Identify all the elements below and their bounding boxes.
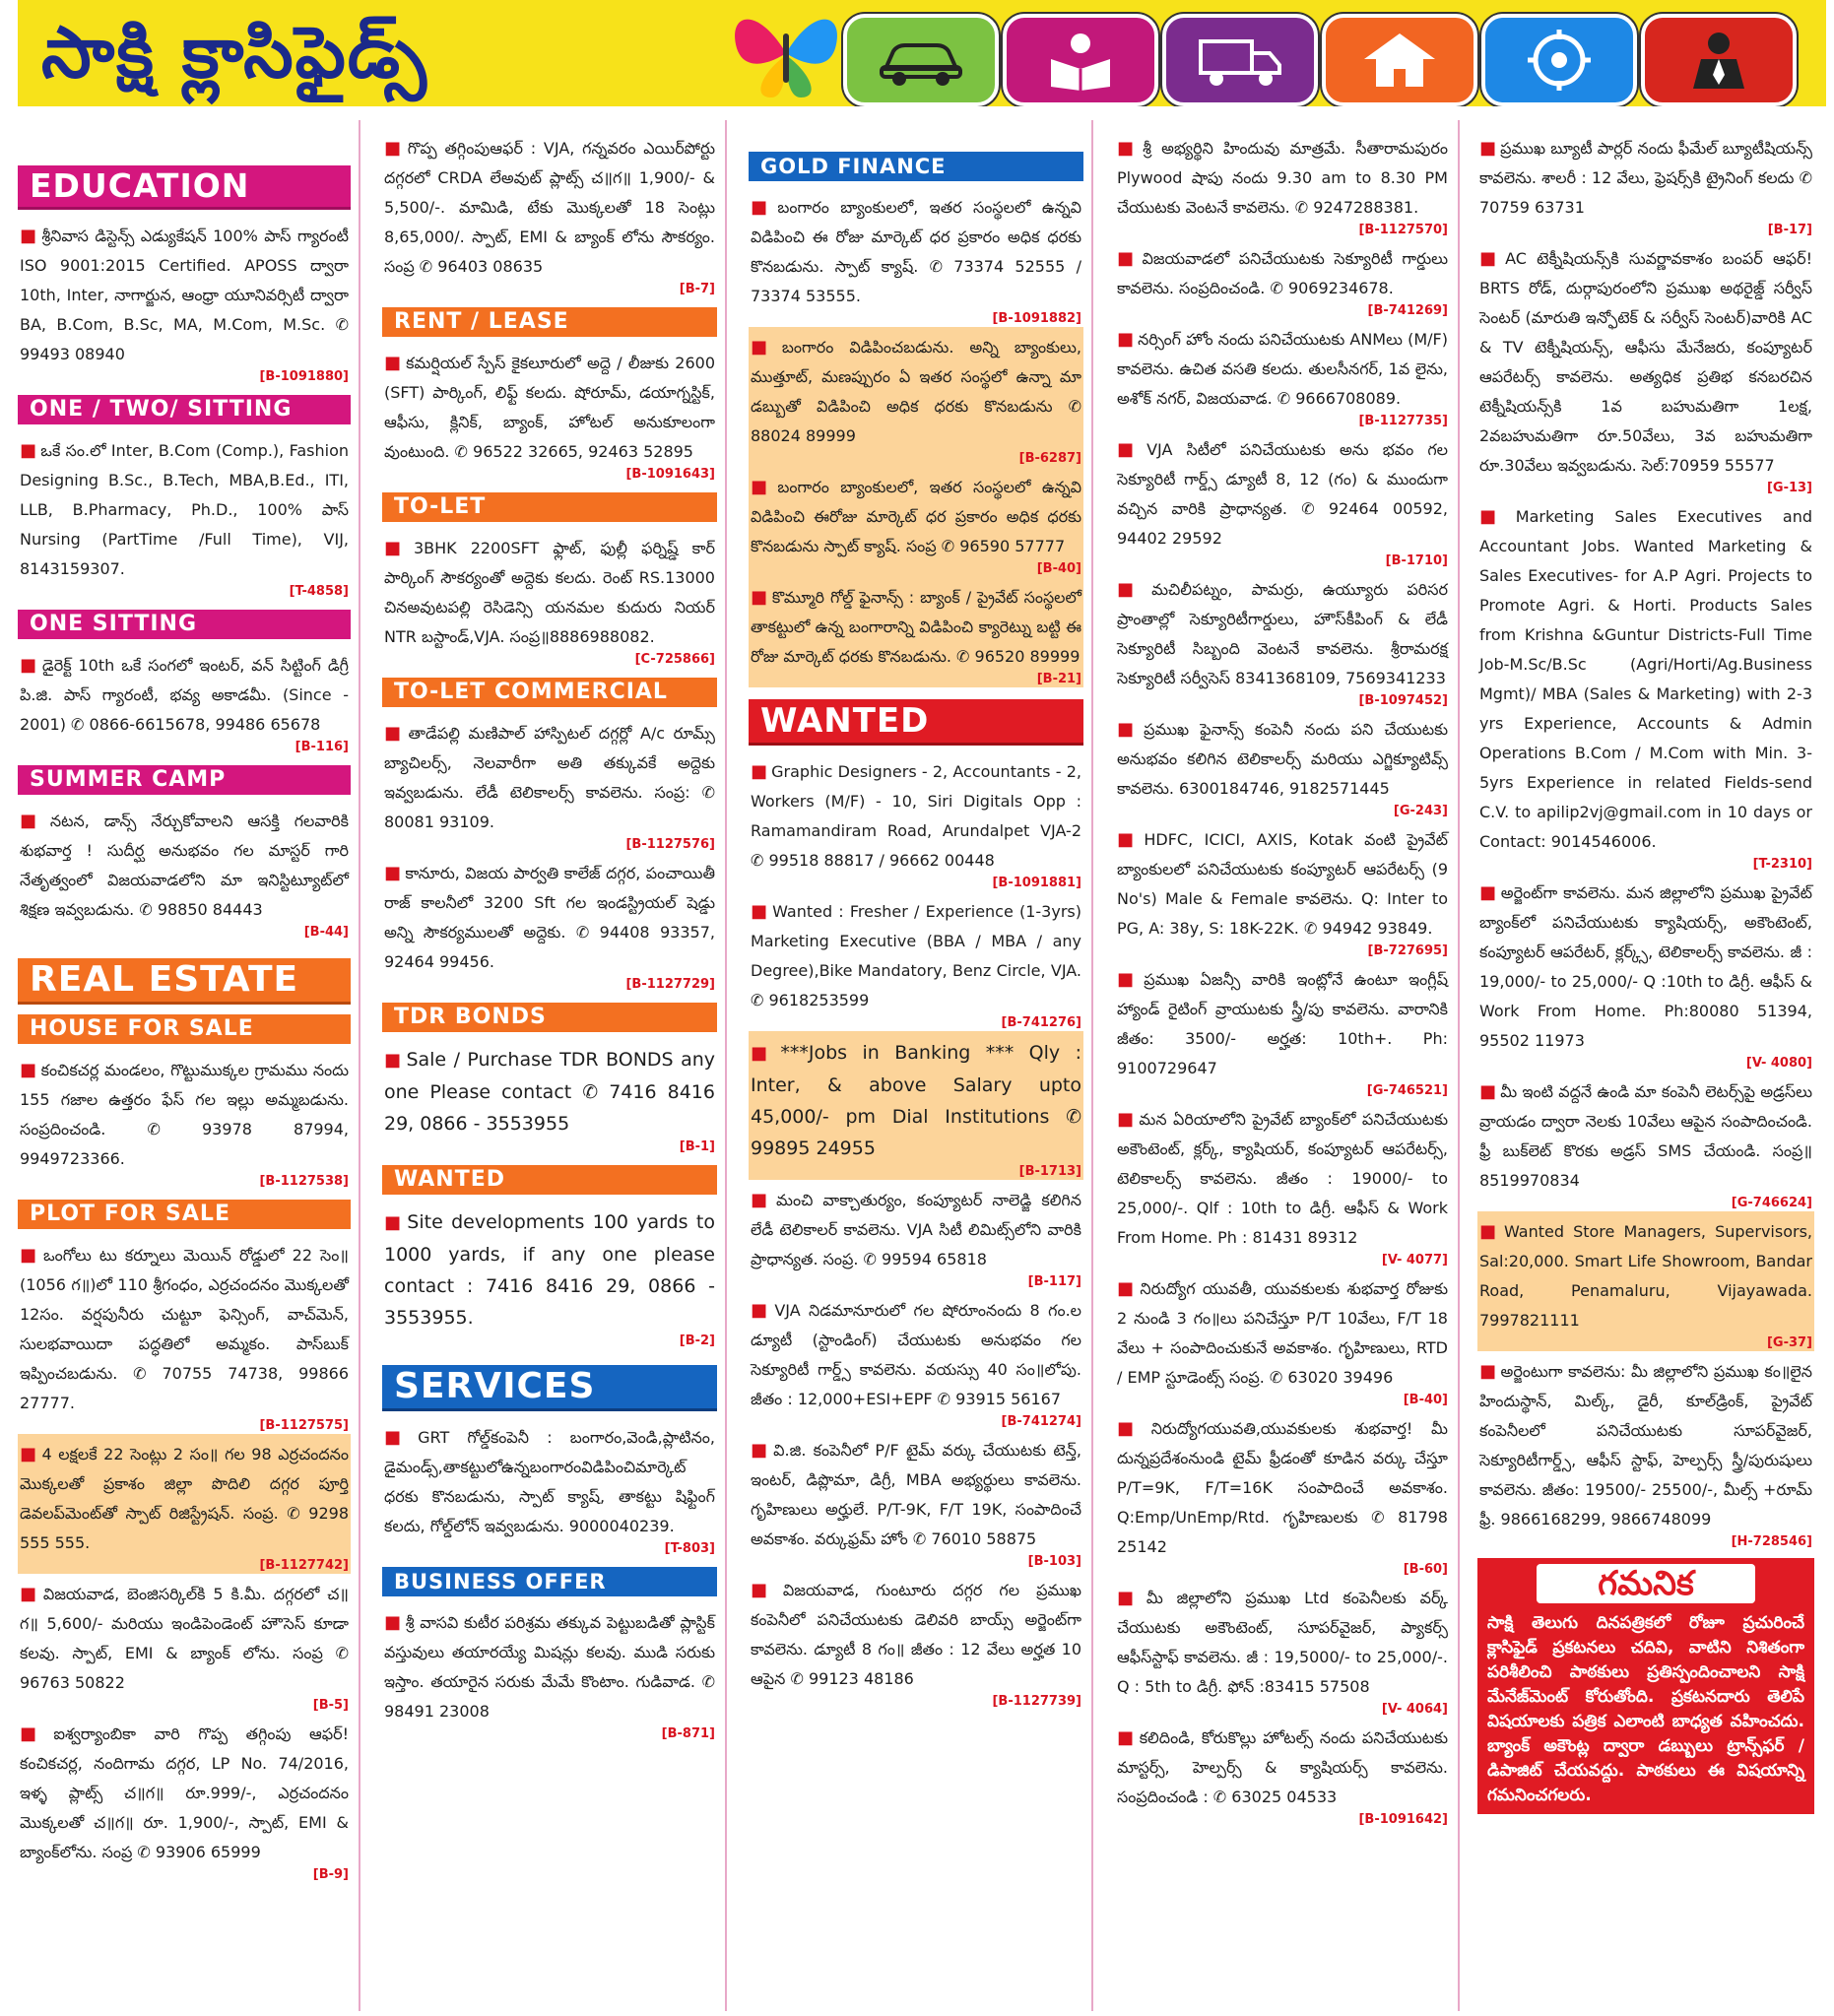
classified-ad: ■ Marketing Sales Executives and Accountant Jobs. Wanted Marketing & Sales Executives- for A.P Agri. Projects to Promote Agri. & Horti. Products Sales from Krishna &Guntur Districts-Full Time Job-M.Sc/B.Sc (Agri/Horti/Ag.Business Mgmt)/ MBA (Sales & Marketing) with 2-3 yrs Experience, Accounts & Admin Operations B.Com / M.Com with Min. 3-5yrs Experience in related Fields-send C.V. to apilip2vj@gmail.com in 10 days or Contact: 9014546006. [T-2310] <box>1479 506 1812 872</box>
classified-ad: ■ వి.జి. కంపెనీలో P/F టైమ్ వర్కు చేయుటకు టెన్త్, ఇంటర్, డిప్లొమా, డిగ్రీ, MBA అభ్యర్థులు కావలెను. గృహిణులు అర్హులే. P/T-9K, F/T 19K, సంపాదించే అవకాశం. వర్కుఫ్రమ్ హోం ✆ 76010 58875 [B-103] <box>751 1440 1081 1569</box>
business-offer-heading: BUSINESS OFFER <box>382 1567 717 1596</box>
ad-text: విజయవాడ, బెంజిసర్కిల్‌కి 5 కి.మీ. దగ్గరలో చ॥గ॥ 5,600/- మరియు ఇండిపెండెంట్ హౌసెస్ కూడా కలవు. స్పాట్, EMI & బ్యాంక్ లోను. సంప్ర ✆ 96763 50822 <box>20 1585 349 1692</box>
ad-text: శ్రీ అభ్యర్థిని హిందువు మాత్రమే. సీతారామపురం Plywood షాపు నందు 9.30 am to 8.30 PM చేయుటకు వెంటనే కావలెను. ✆ 9247288381. <box>1117 139 1448 217</box>
rent-lease-heading: RENT / LEASE <box>382 307 717 337</box>
ad-text: ప్రముఖ ఏజన్సీ వారికి ఇంట్లోనే ఉంటూ ఇంగ్లీష్ హ్యాండ్ రైటింగ్ వ్రాయుటకు స్త్రీ/పు కావలెను. వారానికి జీతం: 3500/- అర్హత: 10th+. Ph: 9100729647 <box>1117 970 1448 1077</box>
ad-code: [G-746521] <box>1366 1083 1448 1098</box>
ad-code: [T-4858] <box>289 584 349 599</box>
ad-code: [B-727695] <box>1367 943 1448 958</box>
classified-ad: ■ HDFC, ICICI, AXIS, Kotak వంటి ప్రైవేట్ బ్యాంకులలో పనిచేయుటకు కంప్యూటర్ ఆపరేటర్స్ (9 No's) Male & Female కావలెను. Q: Inter to PG, A: 38y, S: 18K-22K. ✆ 94942 93849. [B-727695] <box>1117 829 1448 958</box>
classified-ad: ■ తాడేపల్లి మణిపాల్ హాస్పిటల్ దగ్గర్లో A/c రూమ్స్ బ్యాచిలర్స్, నెలవారీగా అతి తక్కువకే అద్దెకు ఇవ్వబడును. లేడీ టెలికాలర్స్ కావలెను. సంప్ర: ✆ 80081 93109. [B-1127576] <box>384 723 715 852</box>
ad-text: బంగారం బ్యాంకులలో, ఇతర సంస్థలలో ఉన్నవి విడిపించి ఈరోజు మార్కెట్ ధర ప్రకారం అధిక ధరకు కొనబడును స్పాట్ క్యాష్. సంప్ర ✆ 96590 57777 <box>751 478 1081 555</box>
ad-code: [G-13] <box>1766 481 1812 495</box>
classified-ad: ■ నటన, డాన్స్ నేర్చుకోవాలని ఆసక్తి గలవారికి శుభవార్త ! సుదీర్ఘ అనుభవం గల మాస్టర్ గారి నేతృత్వంలో విజయవాడలోని మా ఇనిస్టిట్యూట్‌లో శిక్షణ ఇవ్వబడును. ✆ 98850 84443 [B-44] <box>20 811 349 940</box>
ad-code: [B-741269] <box>1367 303 1448 318</box>
ad-text: మంచి వాక్చాతుర్యం, కంప్యూటర్ నాలెడ్జి కలిగిన లేడీ టెలికాలర్ కావలెను. VJA సిటీ లిమిట్స్‌లోని వారికి ప్రాధాన్యత. సంప్ర. ✆ 99594 65818 <box>751 1191 1081 1268</box>
classified-ad: ■ ఐశ్వర్యాంబికా వారి గొప్ప తగ్గింపు ఆఫర్! కంచికచర్ల, నందిగామ దగ్గర, LP No. 74/2016, ఇళ్ళ ప్లాట్స్ చ॥గ॥ రూ.999/-, ఎర్రచందనం మొక్కలతో చ॥గ॥ రూ. 1,900/-, స్పాట్, EMI & బ్యాంక్‌లోను. సంప్ర ✆ 93906 65999 [B-9] <box>20 1723 349 1882</box>
to-let-commercial-heading: TO-LET COMMERCIAL <box>382 678 717 707</box>
ad-text: మీ జిల్లాలోని ప్రముఖ Ltd కంపెనీలకు వర్క్ చేయుటకు అకౌంటెంట్, సూపర్‌వైజర్, ప్యాకర్స్ ఆఫీస్‌స్టాఫ్ కావలెను. జీ : 19,5000/- to 25,000/-. Q : 5th to డిగ్రీ. ఫోన్ :83415 57508 <box>1117 1589 1448 1696</box>
column-divider <box>725 120 727 2011</box>
one-two-sitting-heading: ONE / TWO/ SITTING <box>18 395 351 424</box>
ad-text: నటన, డాన్స్ నేర్చుకోవాలని ఆసక్తి గలవారికి శుభవార్త ! సుదీర్ఘ అనుభవం గల మాస్టర్ గారి నేతృత్వంలో విజయవాడలోని మా ఇనిస్టిట్యూట్‌లో శిక్షణ ఇవ్వబడును. ✆ 98850 84443 <box>20 812 349 919</box>
classified-ad: ■ Site developments 100 yards to 1000 yards, if any one please contact : 7416 8416 29, 0866 - 3553955. [B-2] <box>384 1211 715 1348</box>
classified-ad: ■ విజయవాడ, గుంటూరు దగ్గర గల ప్రముఖ కంపెనీలో పనిచేయుటకు డెలివరి బాయ్స్ అర్జెంట్‌గా కావలెను. డ్యూటీ 8 గం॥ జీతం : 12 వేలు అర్హత 10 ఆపైన ✆ 99123 48186 [B-1127739] <box>751 1580 1081 1709</box>
ad-text: బంగారం విడిపించబడును. అన్ని బ్యాంకులు, ముత్తూట్, మణప్పురం ఏ ఇతర సంస్థలో ఉన్నా మా డబ్బుతో విడిపించి అధిక ధరకు కొనబడును ✆ 88024 89999 <box>751 338 1081 445</box>
classified-ad: ■ VJA నిడమానూరులో గల షోరూంనందు 8 గం.ల డ్యూటీ (స్టాండింగ్) చేయుటకు అనుభవం గల సెక్యూరిటీ గార్డ్స్ కావలెను. వయస్సు 40 సం॥లోపు. జీతం : 12,000+ESI+EPF ✆ 93915 56167 [B-741274] <box>751 1300 1081 1429</box>
ad-code: [B-1091881] <box>992 876 1081 890</box>
to-let-heading: TO-LET <box>382 492 717 522</box>
ad-text: VJA నిడమానూరులో గల షోరూంనందు 8 గం.ల డ్యూటీ (స్టాండింగ్) చేయుటకు అనుభవం గల సెక్యూరిటీ గార్డ్స్ కావలెను. వయస్సు 40 సం॥లోపు. జీతం : 12,000+ESI+EPF ✆ 93915 56167 <box>751 1301 1081 1408</box>
ad-text: గొప్ప తగ్గింపుఆఫర్ : VJA, గన్నవరం ఎయిర్‌పోర్టు దగ్గరలో CRDA లేఅవుట్ ప్లాట్స్ చ॥గ॥ 1,900/- & 5,500/-. మామిడి, టేకు మొక్కలతో 18 సెంట్లు 8,65,000/. స్పాట్, EMI & బ్యాంక్ లోను సౌకర్యం. సంప్ర ✆ 96403 08635 <box>384 139 715 276</box>
column-divider <box>359 120 360 2011</box>
column-3 <box>749 110 1083 2016</box>
education-heading: EDUCATION <box>18 165 351 210</box>
ad-text: అర్జెంట్‌గా కావలెను. మన జిల్లాలోని ప్రముఖ ప్రైవేట్ బ్యాంక్‌లో పనిచేయుటకు క్యాషియర్స్, అకౌంటెంట్, కంప్యూటర్ ఆపరేటర్, క్లర్క్స్, టెలికాలర్స్ కావలెను. జీ : 19,000/- to 25,000/- Q :10th to డిగ్రీ. ఆఫీస్ & Work From Home. Ph:80080 51394, 95502 11973 <box>1479 883 1812 1050</box>
classified-ad: ■ ప్రముఖ ఫైనాన్స్ కంపెనీ నందు పని చేయుటకు అనుభవం కలిగిన టెలికాలర్స్ మరియు ఎగ్జిక్యూటివ్స్ కావలెను. 6300184746, 9182571445 [G-243] <box>1117 719 1448 818</box>
ad-text: విజయవాడ, గుంటూరు దగ్గర గల ప్రముఖ కంపెనీలో పనిచేయుటకు డెలివరి బాయ్స్ అర్జెంట్‌గా కావలెను. డ్యూటీ 8 గం॥ జీతం : 12 వేలు అర్హత 10 ఆపైన ✆ 99123 48186 <box>751 1581 1081 1688</box>
ad-code: [B-1127538] <box>259 1174 349 1189</box>
ad-text: Wanted Store Managers, Supervisors, Sal:20,000. Smart Life Showroom, Bandar Road, Penamaluru, Vijayawada. 7997821111 <box>1479 1222 1812 1330</box>
ad-text: శ్రీ వాసవి కుటీర పరిశ్రమ తక్కువ పెట్టుబడితో ప్లాస్టిక్ వస్తువులు తయారయ్యే మిషన్లు కలవు. ముడి సరుకు ఇస్తాం. తయారైన సరుకు మేమే కొంటాం. గుడివాడ. ✆ 98491 23008 <box>384 1613 715 1721</box>
classified-ad: ■ అర్జెంటుగా కావలెను: మీ జిల్లాలోని ప్రముఖ కం॥లైన హిందుస్థాన్, మిల్క్, డైరీ, కూల్‌డ్రింక్, ప్రైవేట్ కంపెనీలలో పనిచేయుటకు సూపర్‌వైజర్, సెక్యూరిటీగార్డ్స్, ఆఫీస్ స్టాఫ్, హెల్పర్స్ స్త్రీ/పురుషులు కావలెను. జీతం: 19500/- 25500/-, మీల్స్ +రూమ్ ఫ్రీ. 9866168299, 9866748099 [H-728546] <box>1479 1361 1812 1549</box>
ad-text: 4 లక్షలకే 22 సెంట్లు 2 సం॥ గల 98 ఎర్రచందనం మొక్కలతో ప్రకాశం జిల్లా పొదిలి దగ్గర పూర్తి డెవలప్‌మెంట్‌తో స్పాట్ రిజిస్ట్రేషన్. సంప్ర. ✆ 9298 555 555. <box>20 1445 349 1552</box>
ad-text: AC టెక్నీషియన్స్‌కి సువర్ణావకాశం బంపర్ ఆఫర్! BRTS రోడ్, దుర్గాపురంలోని ప్రముఖ అథరైజ్డ్ సర్వీస్ సెంటర్ (మారుతి ఇన్ఫోటెక్ & సర్వీస్ సెంటర్)వారికి AC & TV టెక్నీషియన్స్, ఆఫీసు మేనేజరు, కంప్యూటర్ ఆపరేటర్స్ కావలెను. అత్యధిక ప్రతిభ కనబరచిన టెక్నీషియన్స్‌కి 1వ బహుమతిగా 1లక్ష, 2వబహుమతిగా రూ.50వేలు, 3వ బహుమతిగా రూ.30వేలు ఇవ్వబడును. సెల్:70959 55577 <box>1479 249 1812 475</box>
house-icon[interactable] <box>1322 14 1477 106</box>
classified-ad: ■ కమర్షియల్ స్పేస్ కైకలూరులో అద్దె / లీజుకు 2600 (SFT) పార్కింగ్, లిఫ్ట్ కలదు. షోరూమ్, డయాగ్నస్టిక్, ఆఫీసు, క్లినిక్, బ్యాంక్, హోటల్ అనుకూలంగా వుంటుంది. ✆ 96522 32665, 92463 52895 [B-1091643] <box>384 353 715 482</box>
classified-ad: ■ గొప్ప తగ్గింపుఆఫర్ : VJA, గన్నవరం ఎయిర్‌పోర్టు దగ్గరలో CRDA లేఅవుట్ ప్లాట్స్ చ॥గ॥ 1,900/- & 5,500/-. మామిడి, టేకు మొక్కలతో 18 సెంట్లు 8,65,000/. స్పాట్, EMI & బ్యాంక్ లోను సౌకర్యం. సంప్ర ✆ 96403 08635 [B-7] <box>384 138 715 296</box>
ad-code: [B-60] <box>1403 1562 1448 1577</box>
ad-text: కంచికచర్ల మండలం, గొట్టుముక్కల గ్రామము నందు 155 గజాల ఉత్తరం ఫేస్ గల ఇల్లు అమ్మబడును. సంప్రదించండి. ✆ 93978 87994, 9949723366. <box>20 1061 349 1168</box>
ad-text: 3BHK 2200SFT ఫ్లాట్, ఫుల్లీ ఫర్నిష్డ్ కార్ పార్కింగ్ సౌకర్యంతో అద్దెకు కలదు. రెంట్ RS.13000 చినఅవుటపల్లి రెసిడెన్సి యనమల కుదురు నియర్ NTR బస్టాండ్,VJA. సంప్ర॥8886988082. <box>384 539 715 646</box>
reading-icon[interactable] <box>1003 14 1158 106</box>
classified-ad: ■ Wanted : Fresher / Experience (1-3yrs) Marketing Executive (BBA / MBA / any Degree),Bike Mandatory, Benz Circle, VJA. ✆ 9618253599 [B-741276] <box>751 901 1081 1030</box>
ad-code: [V- 4077] <box>1381 1253 1448 1268</box>
ad-code: [B-40] <box>1036 561 1081 576</box>
services-heading: SERVICES <box>382 1365 717 1411</box>
ad-code: [B-40] <box>1403 1393 1448 1407</box>
ad-text: మన ఏరియాలోని ప్రైవేట్ బ్యాంక్‌లో పనిచేయుటకు అకౌంటెంట్, క్లర్క్, క్యాషియర్, కంప్యూటర్ ఆపరేటర్స్, టెలికాలర్స్ కావలెను. జీతం : 19000/- to 25,000/-. Qlf : 10th to డిగ్రీ. ఆఫీస్ & Work From Home. Ph : 81431 89312 <box>1117 1110 1449 1247</box>
ad-text: వి.జి. కంపెనీలో P/F టైమ్ వర్కు చేయుటకు టెన్త్, ఇంటర్, డిప్లొమా, డిగ్రీ, MBA అభ్యర్థులు కావలెను. గృహిణులు అర్హులే. P/T-9K, F/T 19K, సంపాదించే అవకాశం. వర్కుఫ్రమ్ హోం ✆ 76010 58875 <box>751 1441 1081 1548</box>
ad-code: [G-37] <box>1766 1335 1812 1350</box>
classified-ad: ■ Graphic Designers - 2, Accountants - 2, Workers (M/F) - 10, Siri Digitals Opp : Ramamandiram Road, Arundalpet VJA-2 ✆ 99518 88817 / 96662 00448 [B-1091881] <box>751 761 1081 890</box>
ad-code: [G-243] <box>1393 804 1448 818</box>
notice-title: గమనిక <box>1537 1564 1755 1603</box>
wanted-heading: WANTED <box>382 1165 717 1195</box>
classified-ad: ■ నర్సింగ్ హోం నందు పనిచేయుటకు ANMలు (M/F) కావలెను. ఉచిత వసతి కలదు. తులసీనగర్, 1వ లైను, అశోక్ నగర్, విజయవాడ. ✆ 9666708089. [B-1127735] <box>1117 329 1448 428</box>
ad-text: విజయవాడలో పనిచేయుటకు సెక్యూరిటీ గార్డులు కావలెను. సంప్రదించండి. ✆ 9069234678. <box>1117 249 1448 297</box>
ad-code: [B-1127742] <box>259 1558 349 1573</box>
classified-ad: ■ కానూరు, విజయ పార్వతి కాలేజ్ దగ్గర, పంచాయితీ రాజ్ కాలనీలో 3200 Sft గల ఇండస్ట్రియల్ షెడ్డు అన్ని సౌకర్యములతో అద్దెకు. ✆ 94408 93357, 92464 99456. [B-1127729] <box>384 863 715 992</box>
ad-text: కొమ్మూరి గోల్డ్ ఫైనాన్స్ : బ్యాంక్ / ప్రైవేట్ సంస్థలలో తాకట్టులో ఉన్న బంగారాన్ని విడిపించి క్యారెట్ను బట్టి ఈ రోజు మార్కెట్ ధరకు కొనబడును. ✆ 96520 89999 <box>751 588 1081 666</box>
ad-code: [B-117] <box>1027 1274 1081 1289</box>
ad-text: కమర్షియల్ స్పేస్ కైకలూరులో అద్దె / లీజుకు 2600 (SFT) పార్కింగ్, లిఫ్ట్ కలదు. షోరూమ్, డయాగ్నస్టిక్, ఆఫీసు, క్లినిక్, బ్యాంక్, హోటల్ అనుకూలంగా వుంటుంది. ✆ 96522 32665, 92463 52895 <box>384 354 715 461</box>
ad-code: [B-1091642] <box>1358 1812 1448 1827</box>
ad-text: తాడేపల్లి మణిపాల్ హాస్పిటల్ దగ్గర్లో A/c రూమ్స్ బ్యాచిలర్స్, నెలవారీగా అతి తక్కువకే అద్దెకు ఇవ్వబడును. లేడీ టెలికాలర్స్ కావలెను. సంప్ర: ✆ 80081 93109. <box>384 724 715 831</box>
truck-icon[interactable] <box>1162 14 1318 106</box>
services-icon[interactable] <box>1481 14 1637 106</box>
ad-code: [B-1091882] <box>992 311 1081 326</box>
ad-code: [B-1127570] <box>1358 223 1448 237</box>
ad-code: [B-44] <box>303 925 349 940</box>
classified-ad: ■ ***Jobs in Banking *** Qly : Inter, & above Salary upto 45,000/- pm Dial Institutions ✆ 99895 24955 [B-1713] <box>749 1031 1083 1180</box>
ad-code: [B-1127575] <box>259 1418 349 1433</box>
classified-ad: ■ విజయవాడ, బెంజిసర్కిల్‌కి 5 కి.మీ. దగ్గరలో చ॥గ॥ 5,600/- మరియు ఇండిపెండెంట్ హౌసెస్ కూడా కలవు. స్పాట్, EMI & బ్యాంక్ లోను. సంప్ర ✆ 96763 50822 [B-5] <box>20 1584 349 1713</box>
ad-text: Site developments 100 yards to 1000 yards, if any one please contact : 7416 8416 29, 0866 - 3553955. <box>384 1211 715 1329</box>
ad-code: [B-17] <box>1767 223 1812 237</box>
ad-code: [B-1097452] <box>1358 693 1448 708</box>
classified-ad: ■ ఒంగోలు టు కర్నూలు మెయిన్ రోడ్డులో 22 సెం॥ (1056 గ॥)లో 110 శ్రీగంధం, ఎర్రచందనం మొక్కలతో 12సం. వర్షపునీరు చుట్టూ ఫెన్సింగ్, వాచ్‌మెన్, సులభవాయిదా పద్ధతిలో అమ్మకం. పాస్‌బుక్ ఇప్పించబడును. ✆ 70755 74738, 99866 27777. [B-1127575] <box>20 1245 349 1433</box>
ad-code: [B-21] <box>1036 672 1081 686</box>
ad-code: [B-1127735] <box>1358 414 1448 428</box>
classified-ad: ■ మంచి వాక్చాతుర్యం, కంప్యూటర్ నాలెడ్జి కలిగిన లేడీ టెలికాలర్ కావలెను. VJA సిటీ లిమిట్స్‌లోని వారికి ప్రాధాన్యత. సంప్ర. ✆ 99594 65818 [B-117] <box>751 1190 1081 1289</box>
ad-text: మీ ఇంటి వద్దనే ఉండి మా కంపెనీ లెటర్స్‌పై అడ్రస్‌లు వ్రాయడం ద్వారా నెలకు 10వేలు ఆపైన సంపాదించండి. ఫ్రీ బుక్‌లెట్ కొరకు అడ్రస్ SMS చేయండి. సంప్ర॥ 8519970834 <box>1479 1082 1812 1190</box>
plot-for-sale-heading: PLOT FOR SALE <box>18 1200 351 1229</box>
classified-ad: ■ నిరుద్యోగ యువతీ, యువకులకు శుభవార్త రోజుకు 2 నుండి 3 గం॥లు పనిచేస్తూ P/T 10వేలు, F/T 18 వేలు + సంపాదించుకునే అవకాశం. గృహిణులు, RTD / EMP స్టూడెంట్స్ సంప్ర. ✆ 63020 39496 [B-40] <box>1117 1278 1448 1407</box>
ad-code: [B-1127729] <box>625 977 715 992</box>
ad-text: ప్రముఖ ఫైనాన్స్ కంపెనీ నందు పని చేయుటకు అనుభవం కలిగిన టెలికాలర్స్ మరియు ఎగ్జిక్యూటివ్స్ కావలెను. 6300184746, 9182571445 <box>1117 720 1448 798</box>
ad-code: [B-103] <box>1027 1554 1081 1569</box>
ad-text: HDFC, ICICI, AXIS, Kotak వంటి ప్రైవేట్ బ్యాంకులలో పనిచేయుటకు కంప్యూటర్ ఆపరేటర్స్ (9 No's) Male & Female కావలెను. Q: Inter to PG, A: 38y, S: 18K-22K. ✆ 94942 93849. <box>1117 830 1448 938</box>
ad-code: [B-741276] <box>1001 1015 1081 1030</box>
classified-ad: ■ డైరెక్ట్ 10th ఒకే సంగలో ఇంటర్, వన్ సిట్టింగ్ డిగ్రీ పి.జి. పాస్ గ్యారంటీ, భవ్య అకాడమీ. (Since - 2001) ✆ 0866-6615678, 99486 65678 [B-116] <box>20 655 349 754</box>
classified-ad: ■ AC టెక్నీషియన్స్‌కి సువర్ణావకాశం బంపర్ ఆఫర్! BRTS రోడ్, దుర్గాపురంలోని ప్రముఖ అథరైజ్డ్ సర్వీస్ సెంటర్ (మారుతి ఇన్ఫోటెక్ & సర్వీస్ సెంటర్)వారికి AC & TV టెక్నీషియన్స్, ఆఫీసు మేనేజరు, కంప్యూటర్ ఆపరేటర్స్ కావలెను. అత్యధిక ప్రతిభ కనబరచిన టెక్నీషియన్స్‌కి 1వ బహుమతిగా 1లక్ష, 2వబహుమతిగా రూ.50వేలు, 3వ బహుమతిగా రూ.30వేలు ఇవ్వబడును. సెల్:70959 55577 [G-13] <box>1479 248 1812 495</box>
classified-ad: ■ శ్రీ అభ్యర్థిని హిందువు మాత్రమే. సీతారామపురం Plywood షాపు నందు 9.30 am to 8.30 PM చేయుటకు వెంటనే కావలెను. ✆ 9247288381. [B-1127570] <box>1117 138 1448 237</box>
ad-code: [T-803] <box>664 1541 715 1556</box>
column-divider <box>1091 120 1093 2011</box>
classified-ad: ■ శ్రీనివాస డిస్టెన్స్ ఎడ్యుకేషన్ 100% పాస్ గ్యారంటీ ISO 9001:2015 Certified. APOSS ద్వారా 10th, Inter, నాగార్జున, ఆంధ్రా యూనివర్సిటీ ద్వారా BA, B.Com, B.Sc, MA, M.Com, M.Sc. ✆ 99493 08940 [B-1091880] <box>20 226 349 384</box>
ad-code: [B-7] <box>679 282 715 296</box>
ad-code: [B-871] <box>661 1726 715 1741</box>
notice-box <box>1477 1558 1814 1814</box>
classified-ad: ■ బంగారం విడిపించబడును. అన్ని బ్యాంకులు, ముత్తూట్, మణప్పురం ఏ ఇతర సంస్థలో ఉన్నా మా డబ్బుతో విడిపించి అధిక ధరకు కొనబడును ✆ 88024 89999 [B-6287] <box>749 327 1083 467</box>
classified-ad: ■ మచిలీపట్నం, పామర్రు, ఉయ్యూరు పరిసర ప్రాంతాల్లో సెక్యూరిటీగార్డులు, హౌస్‌కీపింగ్ & లేడీ సెక్యూరిటీ సిబ్బంది వెంటనే కావలెను. శ్రీరామరక్ష సెక్యూరిటీ సర్వీసెస్ 8341368109, 7569341233 [B-1097452] <box>1117 579 1448 708</box>
ad-code: [T-2310] <box>1752 857 1812 872</box>
ad-code: [B-1091880] <box>259 369 349 384</box>
classified-ad: ■ మీ ఇంటి వద్దనే ఉండి మా కంపెనీ లెటర్స్‌పై అడ్రస్‌లు వ్రాయడం ద్వారా నెలకు 10వేలు ఆపైన సంపాదించండి. ఫ్రీ బుక్‌లెట్ కొరకు అడ్రస్ SMS చేయండి. సంప్ర॥ 8519970834 [G-746624] <box>1479 1081 1812 1210</box>
ad-code: [B-5] <box>312 1698 349 1713</box>
classified-ad: ■ శ్రీ వాసవి కుటీర పరిశ్రమ తక్కువ పెట్టుబడితో ప్లాస్టిక్ వస్తువులు తయారయ్యే మిషన్లు కలవు. ముడి సరుకు ఇస్తాం. తయారైన సరుకు మేమే కొంటాం. గుడివాడ. ✆ 98491 23008 [B-871] <box>384 1612 715 1741</box>
ad-text: కలిదిండి, కోరుకొల్లు హోటల్స్ నందు పనిచేయుటకు మాస్టర్స్, హెల్పర్స్ & క్యాషియర్స్ కావలెను. సంప్రదించండి : ✆ 63025 04533 <box>1117 1728 1448 1806</box>
classified-ad: ■ ప్రముఖ ఏజన్సీ వారికి ఇంట్లోనే ఉంటూ ఇంగ్లీష్ హ్యాండ్ రైటింగ్ వ్రాయుటకు స్త్రీ/పు కావలెను. వారానికి జీతం: 3500/- అర్హత: 10th+. Ph: 9100729647 [G-746521] <box>1117 969 1448 1098</box>
classified-ad: ■ Wanted Store Managers, Supervisors, Sal:20,000. Smart Life Showroom, Bandar Road, Penamaluru, Vijayawada. 7997821111 [G-37] <box>1477 1211 1814 1351</box>
ad-code: [V- 4080] <box>1745 1056 1812 1071</box>
classified-ad: ■ GRT గోల్డ్‌కంపెనీ : బంగారం,వెండి,ప్లాటినం, డైమండ్స్,తాకట్టులోఉన్నబంగారంవిడిపించిమార్కెట్ ధరకు కొనబడును, స్పాట్ క్యాష్, తాకట్టు షిఫ్టింగ్ కలదు, గోల్డ్‌లోన్ ఇవ్వబడును. 9000040239. [T-803] <box>384 1427 715 1556</box>
ad-text: శ్రీనివాస డిస్టెన్స్ ఎడ్యుకేషన్ 100% పాస్ గ్యారంటీ ISO 9001:2015 Certified. APOSS ద్వారా 10th, Inter, నాగార్జున, ఆంధ్రా యూనివర్సిటీ ద్వారా BA, B.Com, B.Sc, MA, M.Com, M.Sc. ✆ 99493 08940 <box>20 227 349 363</box>
ad-code: [B-1127576] <box>625 837 715 852</box>
notice-body: సాక్షి తెలుగు దినపత్రికలో రోజూ ప్రచురించే క్లాసిఫైడ్ ప్రకటనలు చదివి, వాటిని నిశితంగా పరిశీలించి పాఠకులు ప్రతిస్పందించాలని సాక్షి మేనేజ్‌మెంట్ కోరుతోంది. ప్రకటనదారు తెలిపే విషయాలకు పత్రిక ఎలాంటి బాధ్యత వహించదు. బ్యాంక్ అకౌంట్ల ద్వారా డబ్బులు ట్రాన్స్‌ఫర్ / డిపాజిట్ చేయవద్దు. పాఠకులు ఈ విషయాన్ని గమనించగలరు. <box>1487 1613 1804 1805</box>
brand-title: సాక్షి క్లాసిఫైడ్స్ <box>41 10 428 94</box>
classified-ad: ■ నిరుద్యోగయువతి,యువకులకు శుభవార్త! మీ దున్నప్రదేశంనుండి టైమ్ ఫ్రీడంతో కూడిన వర్కు చేస్తూ P/T=9K, F/T=16K సంపాదించే అవకాశం. Q:Emp/UnEmp/Rtd. గృహిణులకు ✆ 81798 25142 [B-60] <box>1117 1418 1448 1577</box>
ad-code: [B-1091643] <box>625 467 715 482</box>
ad-text: బంగారం బ్యాంకులలో, ఇతర సంస్థలలో ఉన్నవి విడిపించి ఈ రోజు మార్కెట్ ధర ప్రకారం అధిక ధరకు కొనబడును. స్పాట్ క్యాష్. ✆ 73374 52555 / 73374 53555. <box>751 198 1081 305</box>
classified-ad: ■ కంచికచర్ల మండలం, గొట్టుముక్కల గ్రామము నందు 155 గజాల ఉత్తరం ఫేస్ గల ఇల్లు అమ్మబడును. సంప్రదించండి. ✆ 93978 87994, 9949723366. [B-1127538] <box>20 1060 349 1189</box>
ad-text: అర్జెంటుగా కావలెను: మీ జిల్లాలోని ప్రముఖ కం॥లైన హిందుస్థాన్, మిల్క్, డైరీ, కూల్‌డ్రింక్, ప్రైవేట్ కంపెనీలలో పనిచేయుటకు సూపర్‌వైజర్, సెక్యూరిటీగార్డ్స్, ఆఫీస్ స్టాఫ్, హెల్పర్స్ స్త్రీ/పురుషులు కావలెను. జీతం: 19500/- 25500/-, మీల్స్ +రూమ్ ఫ్రీ. 9866168299, 9866748099 <box>1479 1362 1812 1528</box>
job-icon[interactable] <box>1641 14 1797 106</box>
column-1 <box>18 110 351 2016</box>
ad-code: [V- 4064] <box>1381 1702 1448 1717</box>
ad-code: [B-1127739] <box>992 1694 1081 1709</box>
car-icon[interactable] <box>843 14 999 106</box>
ad-code: [B-1] <box>679 1139 715 1154</box>
ad-code: [B-9] <box>312 1867 349 1882</box>
classified-ad: ■ 3BHK 2200SFT ఫ్లాట్, ఫుల్లీ ఫర్నిష్డ్ కార్ పార్కింగ్ సౌకర్యంతో అద్దెకు కలదు. రెంట్ RS.13000 చినఅవుటపల్లి రెసిడెన్సి యనమల కుదురు నియర్ NTR బస్టాండ్,VJA. సంప్ర॥8886988082. [C-725866] <box>384 538 715 667</box>
classified-ad: ■ VJA సిటీలో పనిచేయుటకు అను భవం గల సెక్యూరిటీ గార్డ్స్ డ్యూటీ 8, 12 (గం) & ముందుగా వచ్చిన వారికి ప్రాధాన్యత. ✆ 92464 00592, 94402 29592 [B-1710] <box>1117 439 1448 568</box>
ad-text: మచిలీపట్నం, పామర్రు, ఉయ్యూరు పరిసర ప్రాంతాల్లో సెక్యూరిటీగార్డులు, హౌస్‌కీపింగ్ & లేడీ సెక్యూరిటీ సిబ్బంది వెంటనే కావలెను. శ్రీరామరక్ష సెక్యూరిటీ సర్వీసెస్ 8341368109, 7569341233 <box>1117 580 1448 687</box>
column-5 <box>1477 110 1814 2016</box>
ad-code: [B-2] <box>679 1333 715 1348</box>
ad-text: ఐశ్వర్యాంబికా వారి గొప్ప తగ్గింపు ఆఫర్! కంచికచర్ల, నందిగామ దగ్గర, LP No. 74/2016, ఇళ్ళ ప్లాట్స్ చ॥గ॥ రూ.999/-, ఎర్రచందనం మొక్కలతో చ॥గ॥ రూ. 1,900/-, స్పాట్, EMI & బ్యాంక్‌లోను. సంప్ర ✆ 93906 65999 <box>20 1724 349 1861</box>
ad-text: ప్రముఖ బ్యూటీ పార్లర్ నందు ఫీమేల్ బ్యూటీషియన్స్ కావలెను. శాలరీ : 12 వేలు, ఫ్రెషర్స్‌కి ట్రైనింగ్ కలదు ✆ 70759 63731 <box>1479 139 1812 217</box>
gold-finance-heading: GOLD FINANCE <box>749 152 1083 181</box>
house-for-sale-heading: HOUSE FOR SALE <box>18 1014 351 1044</box>
masthead <box>18 0 1826 106</box>
ad-text: Graphic Designers - 2, Accountants - 2, Workers (M/F) - 10, Siri Digitals Opp : Ramamandiram Road, Arundalpet VJA-2 ✆ 99518 88817 / 96662 00448 <box>751 762 1081 870</box>
ad-text: VJA సిటీలో పనిచేయుటకు అను భవం గల సెక్యూరిటీ గార్డ్స్ డ్యూటీ 8, 12 (గం) & ముందుగా వచ్చిన వారికి ప్రాధాన్యత. ✆ 92464 00592, 94402 29592 <box>1117 440 1448 548</box>
ad-text: నిరుద్యోగయువతి,యువకులకు శుభవార్త! మీ దున్నప్రదేశంనుండి టైమ్ ఫ్రీడంతో కూడిన వర్కు చేస్తూ P/T=9K, F/T=16K సంపాదించే అవకాశం. Q:Emp/UnEmp/Rtd. గృహిణులకు ✆ 81798 25142 <box>1117 1419 1448 1556</box>
classifieds-columns <box>0 110 1834 2016</box>
ad-text: కానూరు, విజయ పార్వతి కాలేజ్ దగ్గర, పంచాయితీ రాజ్ కాలనీలో 3200 Sft గల ఇండస్ట్రియల్ షెడ్డు అన్ని సౌకర్యములతో అద్దెకు. ✆ 94408 93357, 92464 99456. <box>384 864 715 971</box>
ad-text: Sale / Purchase TDR BONDS any one Please contact ✆ 7416 8416 29, 0866 - 3553955 <box>384 1049 715 1135</box>
classified-ad: ■ మన ఏరియాలోని ప్రైవేట్ బ్యాంక్‌లో పనిచేయుటకు అకౌంటెంట్, క్లర్క్, క్యాషియర్, కంప్యూటర్ ఆపరేటర్స్, టెలికాలర్స్ కావలెను. జీతం : 19000/- to 25,000/-. Qlf : 10th to డిగ్రీ. ఆఫీస్ & Work From Home. Ph : 81431 89312 [V- 4077] <box>1117 1109 1449 1268</box>
classified-ad: ■ కలిదిండి, కోరుకొల్లు హోటల్స్ నందు పనిచేయుటకు మాస్టర్స్, హెల్పర్స్ & క్యాషియర్స్ కావలెను. సంప్రదించండి : ✆ 63025 04533 [B-1091642] <box>1117 1727 1448 1827</box>
summer-camp-heading: SUMMER CAMP <box>18 765 351 795</box>
one-sitting-heading: ONE SITTING <box>18 610 351 639</box>
butterfly-logo-icon <box>727 4 845 102</box>
classified-ad: ■ బంగారం బ్యాంకులలో, ఇతర సంస్థలలో ఉన్నవి విడిపించి ఈ రోజు మార్కెట్ ధర ప్రకారం అధిక ధరకు కొనబడును. స్పాట్ క్యాష్. ✆ 73374 52555 / 73374 53555. [B-1091882] <box>751 197 1081 326</box>
column-4 <box>1115 110 1450 2016</box>
ad-text: GRT గోల్డ్‌కంపెనీ : బంగారం,వెండి,ప్లాటినం, డైమండ్స్,తాకట్టులోఉన్నబంగారంవిడిపించిమార్కెట్ ధరకు కొనబడును, స్పాట్ క్యాష్, తాకట్టు షిఫ్టింగ్ కలదు, గోల్డ్‌లోన్ ఇవ్వబడును. 9000040239. <box>384 1428 715 1535</box>
classified-ad: ■ మీ జిల్లాలోని ప్రముఖ Ltd కంపెనీలకు వర్క్ చేయుటకు అకౌంటెంట్, సూపర్‌వైజర్, ప్యాకర్స్ ఆఫీస్‌స్టాఫ్ కావలెను. జీ : 19,5000/- to 25,000/-. Q : 5th to డిగ్రీ. ఫోన్ :83415 57508 [V- 4064] <box>1117 1588 1448 1717</box>
classified-ad: ■ ప్రముఖ బ్యూటీ పార్లర్ నందు ఫీమేల్ బ్యూటీషియన్స్ కావలెను. శాలరీ : 12 వేలు, ఫ్రెషర్స్‌కి ట్రైనింగ్ కలదు ✆ 70759 63731 [B-17] <box>1479 138 1812 237</box>
ad-code: [H-728546] <box>1731 1534 1812 1549</box>
ad-text: Marketing Sales Executives and Accountant Jobs. Wanted Marketing & Sales Executives- for A.P Agri. Projects to Promote Agri. & Horti. Products Sales from Krishna &Guntur Districts-Full Time Job-M.Sc/B.Sc (Agri/Horti/Ag.Business Mgmt)/ MBA (Sales & Marketing) with 2-3 yrs Experience, Accounts & Admin Operations B.Com / M.Com with Min. 3-5yrs Experience in related Fields-send C.V. to apilip2vj@gmail.com in 10 days or Contact: 9014546006. <box>1479 507 1812 851</box>
ad-code: [B-1710] <box>1385 553 1448 568</box>
ad-text: నిరుద్యోగ యువతీ, యువకులకు శుభవార్త రోజుకు 2 నుండి 3 గం॥లు పనిచేస్తూ P/T 10వేలు, F/T 18 వేలు + సంపాదించుకునే అవకాశం. గృహిణులు, RTD / EMP స్టూడెంట్స్ సంప్ర. ✆ 63020 39496 <box>1117 1279 1448 1387</box>
ad-text: ఒకే సం.లో Inter, B.Com (Comp.), Fashion Designing B.Sc., B.Tech, MBA,B.Ed., ITI, LLB, B.Pharmacy, Ph.D., 100% పాస్ Nursing (PartTime /Full Time), VIJ, 8143159307. <box>20 441 349 578</box>
classified-ad: ■ 4 లక్షలకే 22 సెంట్లు 2 సం॥ గల 98 ఎర్రచందనం మొక్కలతో ప్రకాశం జిల్లా పొదిలి దగ్గర పూర్తి డెవలప్‌మెంట్‌తో స్పాట్ రిజిస్ట్రేషన్. సంప్ర. ✆ 9298 555 555. [B-1127742] <box>18 1434 351 1574</box>
column-divider <box>1458 120 1460 2011</box>
classified-ad: ■ కొమ్మూరి గోల్డ్ ఫైనాన్స్ : బ్యాంక్ / ప్రైవేట్ సంస్థలలో తాకట్టులో ఉన్న బంగారాన్ని విడిపించి క్యారెట్ను బట్టి ఈ రోజు మార్కెట్ ధరకు కొనబడును. ✆ 96520 89999 [B-21] <box>749 577 1083 687</box>
classified-ad: ■ అర్జెంట్‌గా కావలెను. మన జిల్లాలోని ప్రముఖ ప్రైవేట్ బ్యాంక్‌లో పనిచేయుటకు క్యాషియర్స్, అకౌంటెంట్, కంప్యూటర్ ఆపరేటర్, క్లర్క్స్, టెలికాలర్స్ కావలెను. జీ : 19,000/- to 25,000/- Q :10th to డిగ్రీ. ఆఫీస్ & Work From Home. Ph:80080 51394, 95502 11973 [V- 4080] <box>1479 882 1812 1071</box>
classified-ad: ■ ఒకే సం.లో Inter, B.Com (Comp.), Fashion Designing B.Sc., B.Tech, MBA,B.Ed., ITI, LLB, B.Pharmacy, Ph.D., 100% పాస్ Nursing (PartTime /Full Time), VIJ, 8143159307. [T-4858] <box>20 440 349 599</box>
ad-code: [B-6287] <box>1018 451 1081 466</box>
classified-ad: ■ విజయవాడలో పనిచేయుటకు సెక్యూరిటీ గార్డులు కావలెను. సంప్రదించండి. ✆ 9069234678. [B-741269] <box>1117 248 1448 318</box>
tdr-bonds-heading: TDR BONDS <box>382 1003 717 1032</box>
ad-text: ***Jobs in Banking *** Qly : Inter, & above Salary upto 45,000/- pm Dial Institutions ✆ 99895 24955 <box>751 1042 1081 1159</box>
ad-code: [B-741274] <box>1001 1414 1081 1429</box>
ad-text: డైరెక్ట్ 10th ఒకే సంగలో ఇంటర్, వన్ సిట్టింగ్ డిగ్రీ పి.జి. పాస్ గ్యారంటీ, భవ్య అకాడమీ. (Since - 2001) ✆ 0866-6615678, 99486 65678 <box>20 656 349 734</box>
ad-code: [C-725866] <box>634 652 715 667</box>
ad-text: ఒంగోలు టు కర్నూలు మెయిన్ రోడ్డులో 22 సెం॥ (1056 గ॥)లో 110 శ్రీగంధం, ఎర్రచందనం మొక్కలతో 12సం. వర్షపునీరు చుట్టూ ఫెన్సింగ్, వాచ్‌మెన్, సులభవాయిదా పద్ధతిలో అమ్మకం. పాస్‌బుక్ ఇప్పించబడును. ✆ 70755 74738, 99866 27777. <box>20 1246 349 1412</box>
wanted-heading: WANTED <box>749 699 1083 746</box>
classified-ad: ■ బంగారం బ్యాంకులలో, ఇతర సంస్థలలో ఉన్నవి విడిపించి ఈరోజు మార్కెట్ ధర ప్రకారం అధిక ధరకు కొనబడును స్పాట్ క్యాష్. సంప్ర ✆ 96590 57777 [B-40] <box>749 467 1083 577</box>
column-2 <box>382 110 717 2016</box>
ad-code: [B-1713] <box>1018 1164 1081 1179</box>
classified-ad: ■ Sale / Purchase TDR BONDS any one Please contact ✆ 7416 8416 29, 0866 - 3553955 [B-1] <box>384 1049 715 1154</box>
ad-text: Wanted : Fresher / Experience (1-3yrs) Marketing Executive (BBA / MBA / any Degree),Bike Mandatory, Benz Circle, VJA. ✆ 9618253599 <box>751 902 1081 1009</box>
ad-code: [G-746624] <box>1731 1196 1812 1210</box>
ad-code: [B-116] <box>295 740 349 754</box>
real-estate-heading: REAL ESTATE <box>18 958 351 1005</box>
ad-text: నర్సింగ్ హోం నందు పనిచేయుటకు ANMలు (M/F) కావలెను. ఉచిత వసతి కలదు. తులసీనగర్, 1వ లైను, అశోక్ నగర్, విజయవాడ. ✆ 9666708089. <box>1117 330 1448 408</box>
